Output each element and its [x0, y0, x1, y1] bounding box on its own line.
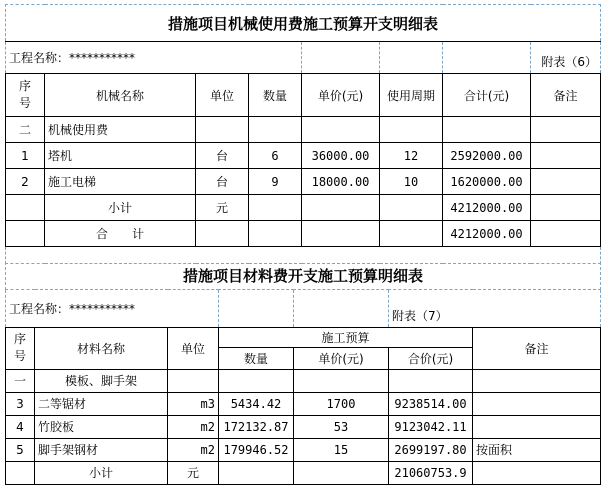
table1-title: 措施项目机械使用费施工预算开支明细表 — [6, 5, 601, 42]
table2-header-unit: 单位 — [168, 327, 219, 369]
table1-project-name: 工程名称：*********** — [6, 42, 302, 74]
table2-subtotal-total: 21060753.9 — [389, 461, 473, 484]
table-row: 一 模板、脚手架 — [6, 369, 601, 392]
table2-header-qty: 数量 — [219, 347, 294, 369]
table1-header-qty: 数量 — [249, 74, 302, 117]
table1-header-no: 序号 — [6, 74, 45, 117]
table1-header-name: 机械名称 — [45, 74, 196, 117]
table2-header-price: 单价(元) — [294, 347, 389, 369]
grand-total-value: 4212000.00 — [443, 221, 531, 247]
grand-total-row — [6, 221, 601, 247]
table-row: 5 脚手架钢材 m2 179946.52 15 2699197.80 按面积 — [6, 438, 601, 461]
material-cost-table — [5, 262, 601, 485]
table2-header-name: 材料名称 — [35, 327, 168, 369]
table1-header-total: 合计(元) — [443, 74, 531, 117]
subtotal-row — [6, 195, 601, 221]
table1-header-period: 使用周期 — [380, 74, 443, 117]
table1-header-price: 单价(元) — [302, 74, 380, 117]
table2-project-name: 工程名称：*********** — [6, 289, 219, 327]
grand-total-label: 合 计 — [45, 221, 196, 247]
table-row: 2 施工电梯 台 9 18000.00 10 1620000.00 — [6, 169, 601, 195]
machinery-cost-table — [5, 4, 601, 264]
table1-appendix: 附表（6） — [531, 42, 601, 74]
table-row: 二 机械使用费 — [6, 117, 601, 143]
table1-header-unit: 单位 — [196, 74, 249, 117]
table-row: 3 二等锯材 m3 5434.42 1700 9238514.00 — [6, 392, 601, 415]
table2-header-note: 备注 — [473, 327, 601, 369]
table-row: 1 塔机 台 6 36000.00 12 2592000.00 — [6, 143, 601, 169]
table2-subtotal-label: 小计 — [35, 461, 168, 484]
table2-header-no: 序号 — [6, 327, 35, 369]
table2-subtotal-unit: 元 — [168, 461, 219, 484]
table2-title: 措施项目材料费开支施工预算明细表 — [6, 262, 601, 289]
table2-appendix: 附表（7） — [389, 289, 601, 327]
subtotal-label: 小计 — [45, 195, 196, 221]
subtotal-unit: 元 — [196, 195, 249, 221]
subtotal-row — [6, 461, 601, 484]
table2-header-budget: 施工预算 — [219, 327, 473, 347]
table2-header-total: 合价(元) — [389, 347, 473, 369]
table1-header-note: 备注 — [531, 74, 601, 117]
table-row: 4 竹胶板 m2 172132.87 53 9123042.11 — [6, 415, 601, 438]
subtotal-total: 4212000.00 — [443, 195, 531, 221]
